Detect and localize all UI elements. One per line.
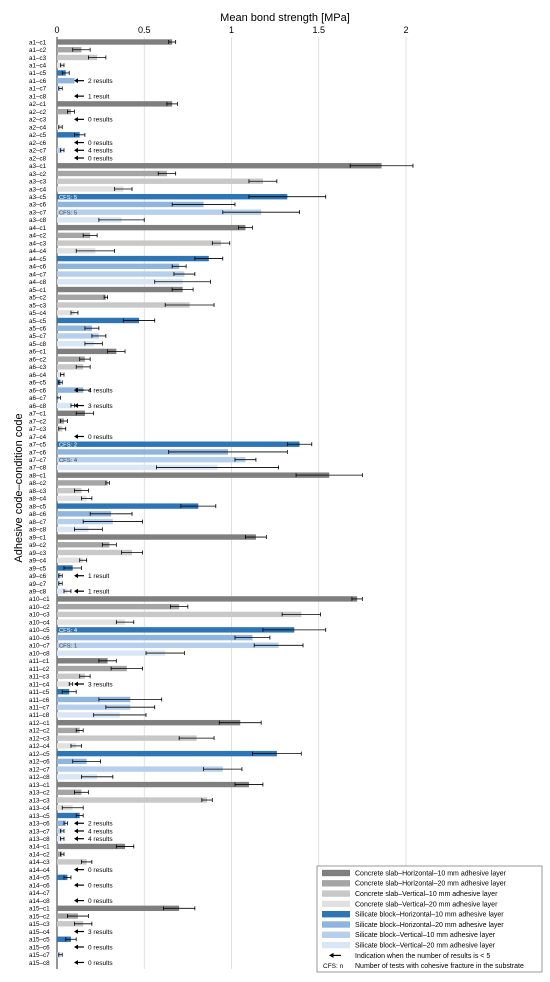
category-label: a8–c4: [29, 495, 47, 503]
bar: [57, 225, 245, 230]
category-label: a12–c2: [29, 727, 50, 735]
bar: [57, 619, 125, 624]
category-label: a1–c8: [29, 93, 47, 101]
category-label: a1–c4: [29, 62, 47, 70]
bar: [57, 186, 123, 191]
annotation-label: 2 results: [88, 77, 113, 85]
category-label: a8–c3: [29, 487, 47, 495]
x-tick-label: 2: [403, 25, 409, 35]
category-label: a8–c1: [29, 472, 47, 480]
category-label: a12–c1: [29, 719, 50, 727]
annotation-label: 1 result: [88, 93, 110, 101]
category-label: a4–c7: [29, 271, 47, 279]
annotation-label: 3 results: [88, 681, 113, 689]
category-label: a9–c5: [29, 565, 47, 573]
category-label: a5–c4: [29, 310, 47, 318]
category-label: a6–c2: [29, 356, 47, 364]
legend-swatch: [322, 942, 350, 948]
category-label: a4–c2: [29, 232, 47, 240]
category-label: a7–c5: [29, 441, 47, 449]
bar: [57, 472, 329, 477]
x-tick-label: 0.5: [137, 25, 151, 35]
category-label: a14–c8: [29, 897, 50, 905]
legend-label: Silicate block–Vertical–20 mm adhesive layer: [355, 942, 496, 950]
legend-cfs-symbol: CFS: n: [323, 963, 344, 971]
annotation-label: 0 results: [88, 897, 113, 905]
bar: [57, 101, 172, 106]
category-label: a2–c3: [29, 116, 47, 124]
legend-swatch: [322, 901, 350, 907]
bar: [57, 179, 263, 184]
legend-label: Concrete slab–Vertical–10 mm adhesive layer: [355, 891, 498, 898]
category-label: a15–c2: [29, 913, 50, 921]
category-label: a3–c7: [29, 209, 47, 217]
bar: [57, 240, 221, 245]
bar: [57, 503, 198, 508]
bar: [57, 604, 179, 609]
category-label: a10–c5: [29, 627, 50, 635]
category-label: a9–c1: [29, 534, 47, 542]
category-label: a11–c8: [29, 712, 50, 720]
category-label: a2–c1: [29, 101, 47, 109]
category-label: a2–c8: [29, 155, 47, 163]
annotation-label: 0 results: [88, 139, 113, 147]
legend-swatch: [322, 911, 350, 917]
legend-label: Concrete slab–Horizontal–10 mm adhesive layer: [355, 870, 506, 878]
category-label: a10–c8: [29, 650, 50, 658]
annotation-label: 0 results: [88, 116, 113, 124]
category-label: a14–c1: [29, 843, 50, 851]
category-label: a5–c6: [29, 325, 47, 333]
category-label: a12–c4: [29, 743, 50, 751]
legend-label: Indication when the number of results is < 5: [355, 952, 491, 960]
category-label: a7–c7: [29, 456, 47, 464]
annotation-label: 1 result: [88, 573, 110, 581]
category-label: a10–c6: [29, 634, 50, 642]
category-label: a8–c6: [29, 511, 47, 519]
category-label: a6–c7: [29, 395, 47, 403]
category-label: a14–c6: [29, 882, 50, 890]
category-label: a2–c4: [29, 124, 47, 132]
bar: [57, 39, 172, 44]
category-label: a7–c2: [29, 418, 47, 426]
y-axis-title: Adhesive code–condition code: [13, 413, 25, 563]
category-label: a6–c6: [29, 387, 47, 395]
category-label: a12–c5: [29, 750, 50, 758]
category-label: a3–c5: [29, 194, 47, 201]
bar: [57, 612, 301, 617]
annotation-label: 0 results: [88, 433, 113, 441]
legend-swatch: [322, 880, 350, 886]
category-label: a3–c4: [29, 186, 47, 194]
category-label: a4–c3: [29, 240, 47, 248]
legend-swatch: [322, 870, 350, 876]
category-label: a12–c8: [29, 774, 50, 782]
bar: [57, 295, 106, 300]
legend-swatch: [322, 890, 350, 896]
annotation-label: 4 results: [88, 147, 113, 155]
category-label: a11–c3: [29, 673, 50, 681]
bar: [57, 534, 256, 539]
legend-label: Concrete slab–Horizontal–20 mm adhesive layer: [355, 880, 506, 888]
category-label: a4–c1: [29, 224, 47, 232]
bar: [57, 264, 179, 269]
cfs-label: CFS: 1: [59, 643, 78, 650]
category-label: a13–c4: [29, 805, 50, 813]
x-tick-label: 0: [54, 25, 60, 35]
bar: [57, 735, 197, 740]
bar: [57, 256, 209, 261]
category-label: a9–c6: [29, 573, 47, 581]
category-label: a2–c7: [29, 147, 47, 155]
annotation-label: 4 results: [88, 828, 113, 836]
category-label: a13–c1: [29, 781, 50, 789]
x-axis-title: Mean bond strength [MPa]: [220, 12, 350, 24]
annotation-label: 0 results: [88, 944, 113, 952]
annotation-label: 2 results: [88, 820, 113, 828]
x-tick-label: 1: [228, 25, 235, 35]
category-label: a14–c4: [29, 866, 50, 874]
category-label: a9–c3: [29, 549, 47, 557]
cfs-label: CFS: 2: [59, 442, 78, 449]
cfs-label: CFS: 5: [59, 210, 78, 217]
category-label: a5–c3: [29, 302, 47, 310]
bar: [57, 906, 179, 911]
category-label: a8–c7: [29, 518, 47, 526]
category-label: a1–c6: [29, 77, 47, 85]
annotation-label: 0 results: [88, 866, 113, 874]
annotation-label: 3 results: [88, 928, 113, 936]
category-label: a5–c1: [29, 286, 47, 294]
category-label: a15–c5: [29, 936, 50, 944]
annotation-label: 1 result: [88, 588, 110, 596]
category-label: a7–c8: [29, 464, 47, 472]
category-label: a15–c1: [29, 905, 50, 913]
category-label: a3–c8: [29, 217, 47, 225]
annotation-label: 4 results: [88, 836, 113, 844]
annotation-label: 4 results: [88, 387, 113, 395]
category-label: a14–c3: [29, 859, 50, 867]
category-label: a5–c5: [29, 317, 47, 325]
category-label: a15–c3: [29, 921, 50, 929]
category-label: a1–c3: [29, 54, 47, 62]
category-label: a3–c2: [29, 170, 47, 178]
category-label: a14–c5: [29, 874, 50, 882]
category-label: a14–c7: [29, 890, 50, 898]
bar: [57, 751, 277, 756]
category-label: a9–c7: [29, 580, 47, 588]
category-label: a12–c7: [29, 766, 50, 774]
bar: [57, 596, 357, 601]
category-label: a15–c8: [29, 959, 50, 967]
category-label: a10–c3: [29, 611, 50, 619]
category-label: a7–c6: [29, 449, 47, 457]
category-label: a6–c4: [29, 371, 47, 379]
bar: [57, 78, 74, 83]
category-label: a10–c1: [29, 596, 50, 604]
category-label: a9–c2: [29, 542, 47, 550]
category-label: a4–c5: [29, 255, 47, 263]
category-label: a1–c2: [29, 47, 47, 55]
category-label: a6–c5: [29, 379, 47, 387]
category-label: a6–c1: [29, 348, 47, 356]
category-label: a3–c1: [29, 163, 47, 171]
bar: [57, 403, 73, 408]
category-label: a11–c5: [29, 689, 50, 697]
legend-label: Silicate block–Vertical–10 mm adhesive layer: [355, 932, 496, 940]
cfs-label: CFS: 5: [59, 194, 78, 201]
category-label: a13–c3: [29, 797, 50, 805]
cfs-label: CFS: 4: [59, 457, 78, 464]
bar: [57, 766, 223, 771]
category-label: a6–c8: [29, 402, 47, 410]
category-label: a13–c6: [29, 820, 50, 828]
bar: [57, 163, 382, 168]
category-label: a8–c8: [29, 526, 47, 534]
bar: [57, 287, 183, 292]
category-label: a15–c4: [29, 928, 50, 936]
bar: [57, 550, 132, 555]
bar: [57, 558, 83, 563]
bar: [57, 635, 252, 640]
category-label: a10–c4: [29, 619, 50, 627]
category-label: a5–c2: [29, 294, 47, 302]
category-label: a10–c7: [29, 642, 50, 650]
category-label: a12–c3: [29, 735, 50, 743]
category-label: a5–c7: [29, 333, 47, 341]
legend-swatch: [322, 932, 350, 938]
annotation-label: 3 results: [88, 402, 113, 410]
legend-label: Silicate block–Horizontal–10 mm adhesive layer: [355, 911, 504, 919]
bar: [57, 720, 240, 725]
category-label: a13–c8: [29, 836, 50, 844]
category-label: a5–c8: [29, 340, 47, 348]
category-label: a7–c3: [29, 426, 47, 434]
category-label: a15–c7: [29, 952, 50, 960]
category-label: a9–c4: [29, 557, 47, 565]
category-label: a3–c6: [29, 201, 47, 209]
category-label: a6–c3: [29, 364, 47, 372]
legend-label: Silicate block–Horizontal–20 mm adhesive layer: [355, 921, 504, 929]
category-label: a11–c2: [29, 665, 50, 673]
category-label: a13–c2: [29, 789, 50, 797]
category-label: a11–c4: [29, 681, 50, 689]
category-label: a7–c1: [29, 410, 47, 418]
category-label: a1–c5: [29, 70, 47, 78]
bar: [57, 643, 279, 648]
category-label: a13–c7: [29, 828, 50, 836]
legend-label: Number of tests with cohesive fracture in the substrate: [355, 963, 524, 971]
bar: [57, 171, 167, 176]
category-label: a3–c3: [29, 178, 47, 186]
bar: [57, 457, 245, 462]
category-label: a8–c5: [29, 503, 47, 511]
bar: [57, 480, 108, 485]
category-label: a2–c5: [29, 132, 47, 140]
legend-swatch: [322, 921, 350, 927]
bar: [57, 844, 125, 849]
legend: [317, 866, 542, 972]
bar: [57, 797, 207, 802]
annotation-label: 0 results: [88, 882, 113, 890]
category-label: a10–c2: [29, 603, 50, 611]
bar: [57, 271, 184, 276]
annotation-label: 0 results: [88, 959, 113, 967]
x-tick-label: 1.5: [312, 25, 326, 35]
category-label: a11–c7: [29, 704, 50, 712]
category-label: a14–c2: [29, 851, 50, 859]
cfs-label: CFS: 4: [59, 628, 78, 635]
bar: [57, 542, 109, 547]
bar: [57, 627, 294, 635]
category-label: a7–c4: [29, 433, 47, 441]
category-label: a13–c5: [29, 812, 50, 820]
category-label: a4–c6: [29, 263, 47, 271]
category-label: a11–c1: [29, 658, 50, 666]
bar: [57, 442, 300, 447]
category-label: a2–c6: [29, 139, 47, 147]
category-label: a1–c7: [29, 85, 47, 93]
category-label: a4–c4: [29, 248, 47, 256]
category-label: a12–c6: [29, 758, 50, 766]
category-label: a15–c6: [29, 944, 50, 952]
category-label: a2–c2: [29, 108, 47, 116]
bar: [57, 782, 249, 787]
category-label: a1–c1: [29, 39, 47, 47]
annotation-label: 0 results: [88, 155, 113, 163]
category-label: a11–c6: [29, 696, 50, 704]
category-label: a9–c8: [29, 588, 47, 596]
category-label: a4–c8: [29, 279, 47, 287]
category-label: a8–c2: [29, 480, 47, 488]
legend-label: Concrete slab–Vertical–20 mm adhesive layer: [355, 901, 498, 909]
